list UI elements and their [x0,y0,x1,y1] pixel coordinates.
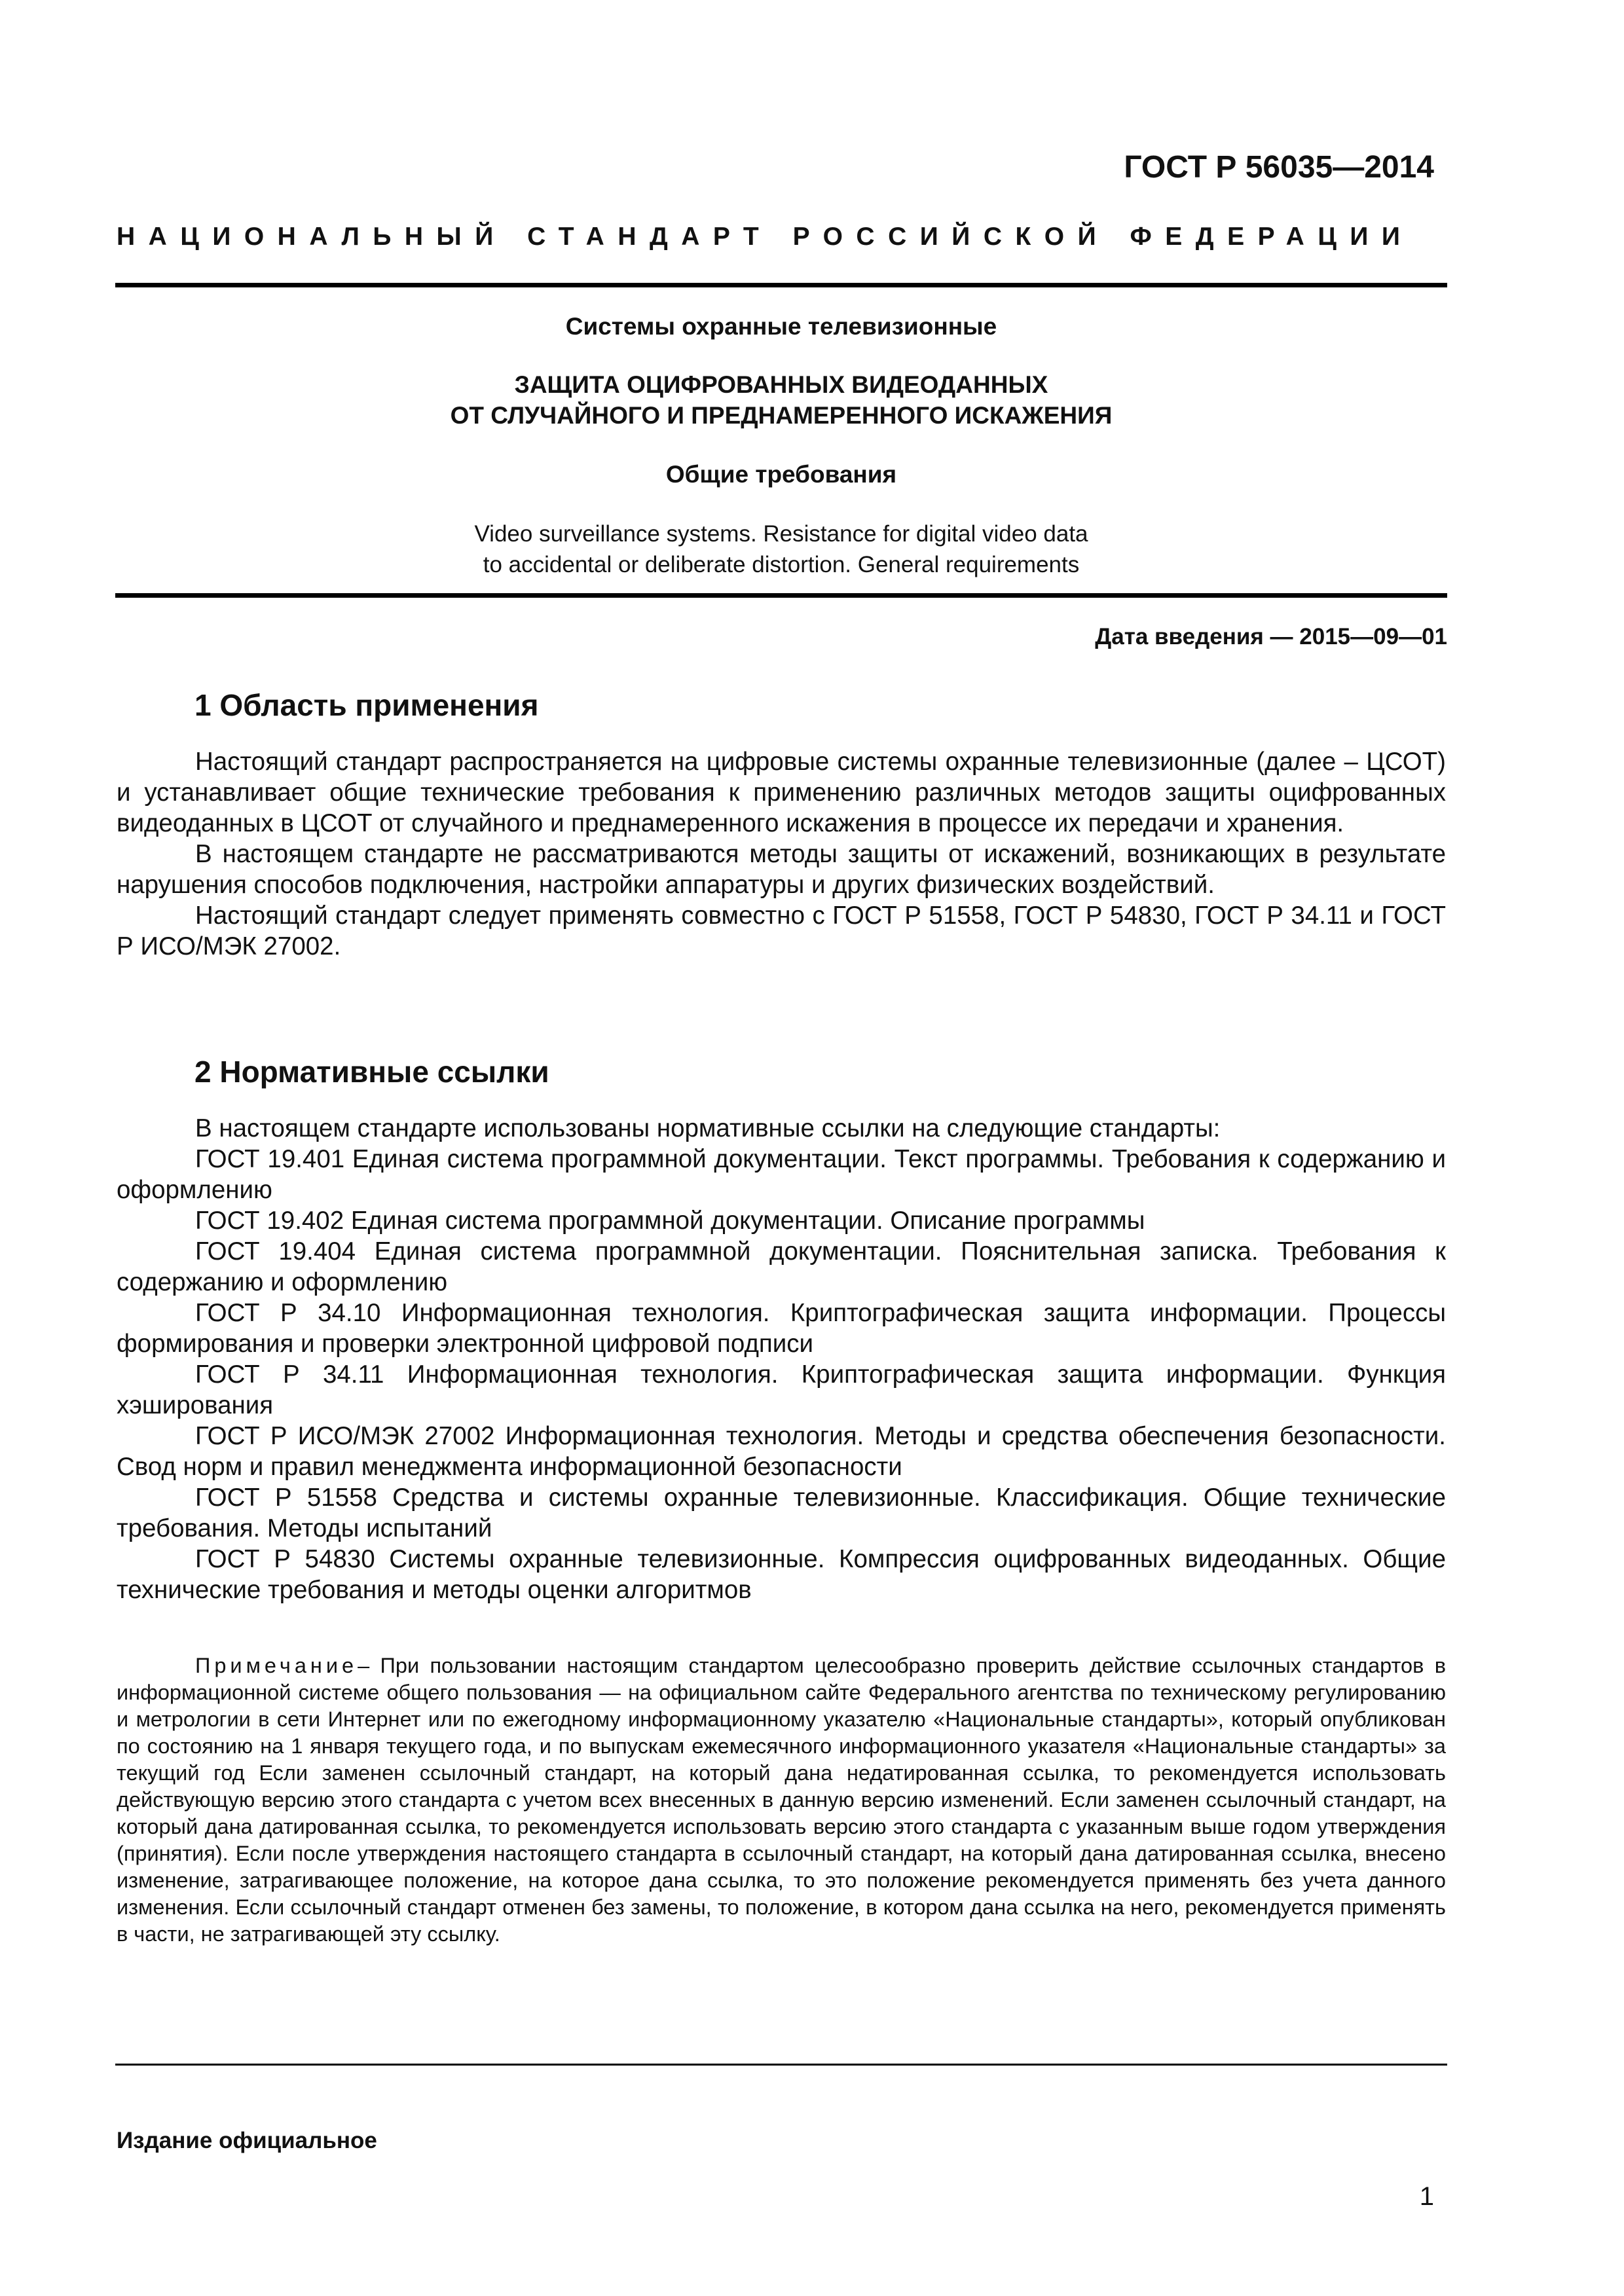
section-2-heading: 2 Нормативные ссылки [194,1055,549,1089]
header-divider [115,283,1447,287]
reference-item: ГОСТ 19.404 Единая система программной документации. Пояснительная записка. Требования к содержанию и оформлению [117,1237,1446,1296]
footer-divider [115,2064,1447,2066]
national-standard-banner: НАЦИОНАЛЬНЫЙ СТАНДАРТ РОССИЙСКОЙ ФЕДЕРАЦИИ [117,223,1414,251]
reference-item: ГОСТ 19.401 Единая система программной документации. Текст программы. Требования к содержанию и оформлению [117,1145,1446,1204]
section-1-paragraph: Настоящий стандарт следует применять совместно с ГОСТ Р 51558, ГОСТ Р 54830, ГОСТ Р 34.11 и ГОСТ Р ИСО/МЭК 27002. [117,902,1446,960]
english-title [115,519,1447,580]
references-note [117,1652,1446,1948]
section-1-body [117,746,1446,962]
standard-title-line-2: ОТ СЛУЧАЙНОГО И ПРЕДНАМЕРЕННОГО ИСКАЖЕНИЯ [450,402,1113,429]
reference-item: ГОСТ 19.402 Единая система программной документации. Описание программы [195,1207,1145,1235]
english-title-line-1: Video surveillance systems. Resistance for digital video data [474,521,1088,547]
introduction-date: Дата введения — 2015—09—01 [1095,624,1447,649]
section-2-body [117,1113,1446,1605]
reference-item: ГОСТ Р 34.10 Информационная технология. Криптографическая защита информации. Процессы формирования и проверки электронной цифровой подписи [117,1299,1446,1358]
standard-title-line-1: ЗАЩИТА ОЦИФРОВАННЫХ ВИДЕОДАННЫХ [514,371,1048,398]
note-label: Примечание [195,1654,358,1677]
standard-subtitle: Общие требования [665,461,897,488]
standard-category: Системы охранные телевизионные [565,313,997,340]
section-1-heading: 1 Область применения [194,688,539,722]
official-edition-label: Издание официальное [117,2128,377,2153]
reference-item: ГОСТ Р 34.11 Информационная технология. Криптографическая защита информации. Функция хэширования [117,1360,1446,1419]
note-text: – При пользовании настоящим стандартом целесообразно проверить действие ссылочных стандартов в информационной системе общего пользования — на официальном сайте Федерального агентства по техническому регулированию и метрологии в сети Интернет или по ежегодному информационному указателю «Национальные стандарты», который опубликован по состоянию на 1 января текущего года, и по выпускам ежемесячного информационного указателя «Национальные стандарты» за текущий год Если заменен ссылочный стандарт, на который дана недатированная ссылка, то рекомендуется использовать действующую версию этого стандарта с учетом всех внесенных в данную версию изменений. Если заменен ссылочный стандарт, на который дана датированная ссылка, то рекомендуется использовать версию этого стандарта с указанным выше годом утверждения (принятия). Если после утверждения настоящего стандарта в ссылочный стандарт, на который дана датированная ссылка, внесено изменение, затрагивающее положение, на которое дана ссылка, то это положение рекомендуется применять без учета данного изменения. Если ссылочный стандарт отменен без замены, то положение, в котором дана ссылка на него, рекомендуется применять в части, не затрагивающей эту ссылку. [117,1654,1446,1946]
reference-item: ГОСТ Р 51558 Средства и системы охранные телевизионные. Классификация. Общие технические требования. Методы испытаний [117,1484,1446,1542]
references-intro: В настоящем стандарте использованы нормативные ссылки на следующие стандарты: [195,1114,1221,1142]
page-number: 1 [1419,2182,1434,2211]
reference-item: ГОСТ Р ИСО/МЭК 27002 Информационная технология. Методы и средства обеспечения безопасности. Свод норм и правил менеджмента информационной безопасности [117,1422,1446,1481]
document-id: ГОСТ Р 56035—2014 [1124,150,1434,185]
section-1-paragraph: В настоящем стандарте не рассматриваются методы защиты от искажений, возникающих в результате нарушения способов подключения, настройки аппаратуры и других физических воздействий. [117,840,1446,899]
reference-item: ГОСТ Р 54830 Системы охранные телевизионные. Компрессия оцифрованных видеоданных. Общие технические требования и методы оценки алгоритмов [117,1545,1446,1604]
title-divider [115,593,1447,598]
section-1-paragraph: Настоящий стандарт распространяется на цифровые системы охранные телевизионные (далее – ЦСОТ) и устанавливает общие технические требования к применению различных методов защиты оцифрованных видеоданных в ЦСОТ от случайного и преднамеренного искажения в процессе их передачи и хранения. [117,748,1446,837]
standard-title [115,369,1447,431]
english-title-line-2: to accidental or deliberate distortion. General requirements [483,552,1080,577]
